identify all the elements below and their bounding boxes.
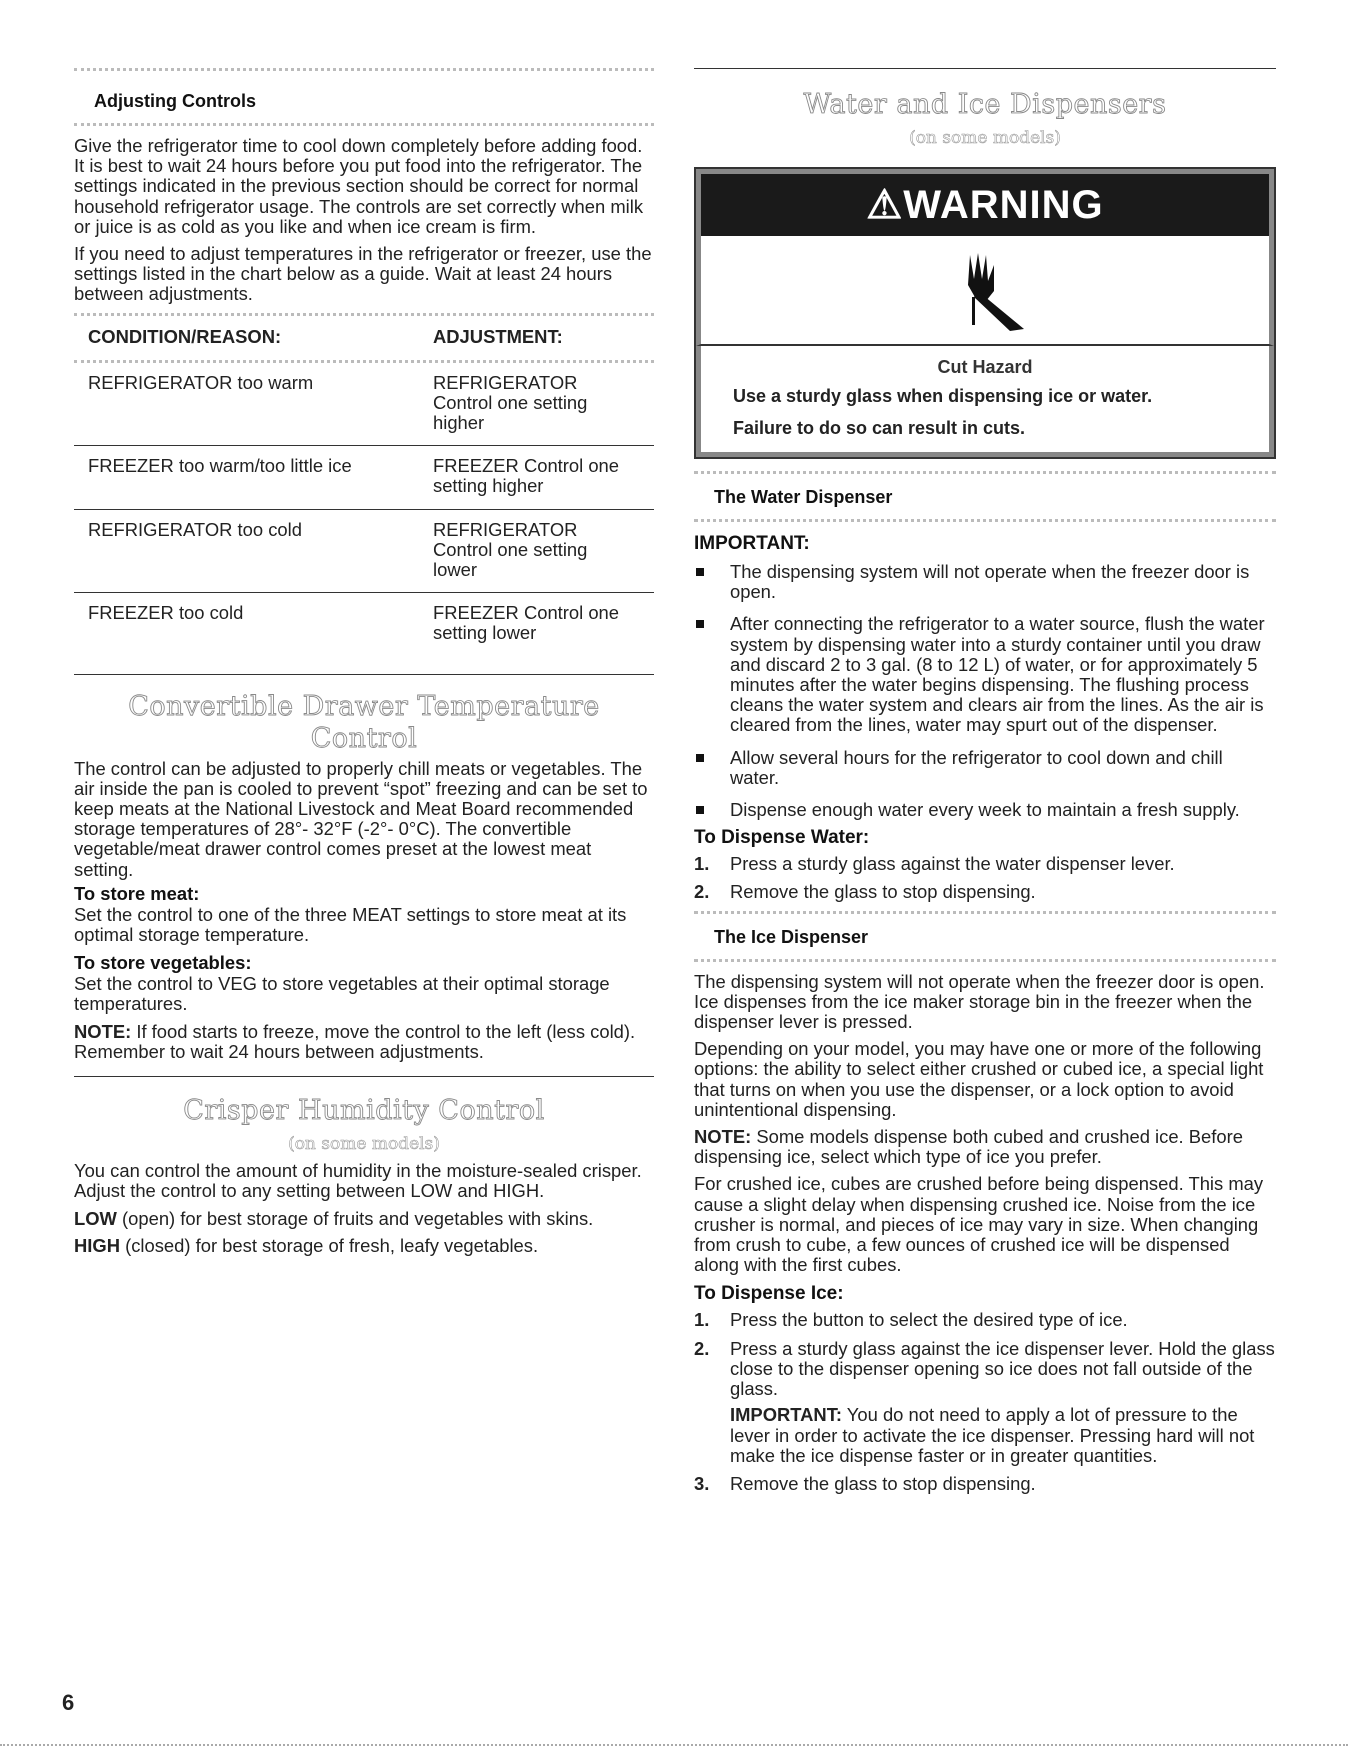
- list-item: The dispensing system will not operate when the freezer door is open.: [694, 562, 1276, 602]
- list-item: 1. Press a sturdy glass against the water dispenser lever.: [694, 853, 1175, 875]
- table-cell-adjustment: FREEZER Control one setting lower: [433, 602, 620, 644]
- adjustment-table: [74, 313, 654, 675]
- list-item: 2. Press a sturdy glass against the ice dispenser lever. Hold the glass close to the dispenser opening so ice does not fall outside of the glass. IMPORTANT: You do not need to apply a lot of pressure to the lever in order to activate the ice dispenser. Pressing hard will not make the ice dispense faster or in greater quantities.: [694, 1337, 1275, 1466]
- list-item: 3. Remove the glass to stop dispensing.: [694, 1472, 1036, 1494]
- warning-hazard-title: Cut Hazard: [937, 357, 1033, 377]
- warning-message: [696, 346, 1274, 457]
- adjusting-controls-heading: Adjusting Controls: [74, 68, 654, 126]
- table-header-condition: CONDITION/REASON:: [88, 325, 282, 347]
- warning-banner: [696, 169, 1274, 236]
- note-key: NOTE:: [694, 1126, 752, 1148]
- table-cell-adjustment: REFRIGERATOR Control one setting lower: [433, 518, 588, 581]
- step-text: Remove the glass to stop dispensing.: [730, 881, 1036, 903]
- important-text: You do not need to apply a lot of pressure to the lever in order to activate the ice dispenser. Pressing hard will not make the ice dispense faster or in greater quantities.: [730, 1404, 1255, 1466]
- table-cell-condition: REFRIGERATOR too cold: [88, 518, 302, 540]
- important-key: IMPORTANT:: [730, 1404, 843, 1426]
- crisper-low: [74, 1209, 654, 1229]
- step-text: Press a sturdy glass against the water dispenser lever.: [730, 853, 1175, 875]
- dispensers-section-title: Water and Ice Dispensers: [803, 89, 1167, 120]
- low-text: (open) for best storage of fruits and vegetables with skins.: [116, 1207, 594, 1229]
- ice-important-note: [730, 1405, 1276, 1466]
- note-key: NOTE:: [74, 1020, 132, 1042]
- list-item: 2. Remove the glass to stop dispensing.: [694, 881, 1036, 903]
- drawer-paragraph: The control can be adjusted to properly chill meats or vegetables. The air inside the pan is cooled to prevent “spot” freezing and can be set to keep meats at the National Livestock and Meat Board recommended storage temperatures of 28°- 32°F (-2°- 0°C). The convertible vegetable/meat drawer control comes preset at the lowest meat setting.: [74, 757, 648, 880]
- crisper-paragraph: You can control the amount of humidity in the moisture-sealed crisper. Adjust the control to any setting between LOW and HIGH.: [74, 1160, 642, 1202]
- step-text: Remove the glass to stop dispensing.: [730, 1472, 1036, 1494]
- crisper-section-title: Crisper Humidity Control: [183, 1095, 545, 1127]
- warning-line-1: Use a sturdy glass when dispensing ice or water.: [733, 386, 1153, 406]
- ice-paragraph-1: The dispensing system will not operate when the freezer door is open. Ice dispenses from the ice maker storage bin in the freezer when the dispenser lever is pressed.: [694, 970, 1265, 1033]
- table-row: [74, 363, 654, 447]
- table-header: [74, 313, 654, 363]
- low-key: LOW: [74, 1207, 117, 1229]
- list-item: Dispense enough water every week to maintain a fresh supply.: [694, 800, 1276, 820]
- dispense-water-label: To Dispense Water:: [694, 827, 870, 849]
- table-cell-condition: FREEZER too warm/too little ice: [88, 455, 352, 477]
- warning-triangle-icon: ⚠: [866, 183, 904, 227]
- table-cell-condition: FREEZER too cold: [88, 602, 244, 624]
- ice-paragraph-2: Depending on your model, you may have one or more of the following options: the ability to select either crushed or cubed ice, a special light that turns on when you use the dispenser, or a lock option to avoid unintentional dispensing.: [694, 1038, 1264, 1120]
- high-text: (closed) for best storage of fresh, leafy vegetables.: [119, 1234, 539, 1256]
- section-divider: [74, 1076, 654, 1077]
- left-column: [74, 68, 654, 1263]
- store-meat-label: To store meat:: [74, 882, 200, 904]
- note-text: If food starts to freeze, move the control to the left (less cold). Remember to wait 24 hours between adjustments.: [74, 1020, 636, 1062]
- high-key: HIGH: [74, 1234, 120, 1256]
- right-column: [694, 68, 1276, 1502]
- dispense-ice-label: To Dispense Ice:: [694, 1283, 844, 1305]
- water-steps: [694, 854, 1276, 902]
- list-item: Allow several hours for the refrigerator to cool down and chill water.: [694, 748, 1276, 788]
- ice-paragraph-3: For crushed ice, cubes are crushed before being dispensed. This may cause a slight delay when dispensing crushed ice. Noise from the ice crusher is normal, and pieces of ice may vary in size. When changing from crush to cube, a few ounces of crushed ice will be dispensed along with the first cubes.: [694, 1173, 1264, 1276]
- water-important-label: IMPORTANT:: [694, 533, 810, 554]
- drawer-section-title: Convertible Drawer Temperature Control: [128, 690, 600, 754]
- table-header-adjustment: ADJUSTMENT:: [433, 325, 563, 347]
- bottom-border: [0, 1744, 1348, 1746]
- list-item: After connecting the refrigerator to a water source, flush the water system by dispensing water into a sturdy container until you draw and discard 2 to 3 gal. (8 to 12 L) of water, or for approximately 5 minutes after the water begins dispensing. The flushing process cleans the water system and clears air from the lines. As the air is cleared from the lines, water may spurt out of the dispenser.: [694, 614, 1276, 735]
- drawer-note: [74, 1022, 654, 1062]
- store-vegetables-label: To store vegetables:: [74, 952, 252, 974]
- table-cell-condition: REFRIGERATOR too warm: [88, 371, 314, 393]
- ice-dispenser-heading: The Ice Dispenser: [694, 911, 1276, 962]
- crisper-high: [74, 1236, 654, 1256]
- page-number: 6: [62, 1690, 75, 1715]
- table-row: [74, 593, 654, 674]
- warning-banner-text: WARNING: [903, 183, 1104, 227]
- hand-cut-icon: [940, 245, 1030, 335]
- warning-line-2: Failure to do so can result in cuts.: [733, 418, 1026, 438]
- table-row: [74, 510, 654, 594]
- store-vegetables-text: Set the control to VEG to store vegetables at their optimal storage temperatures.: [74, 973, 610, 1015]
- note-text: Some models dispense both cubed and crushed ice. Before dispensing ice, select which type of ice you prefer.: [694, 1126, 1243, 1168]
- adjusting-paragraph-2: If you need to adjust temperatures in the refrigerator or freezer, use the settings listed in the chart below as a guide. Wait at least 24 hours between adjustments.: [74, 243, 652, 305]
- table-cell-adjustment: REFRIGERATOR Control one setting higher: [433, 371, 588, 434]
- adjusting-paragraph-1: Give the refrigerator time to cool down completely before adding food. It is best to wait 24 hours before you put food into the refrigerator. The settings indicated in the previous section should be correct for normal household refrigerator usage. The controls are set correctly when milk or juice is as cold as you like and when ice cream is firm.: [74, 135, 644, 237]
- step-text: Press a sturdy glass against the ice dispenser lever. Hold the glass close to the dispenser opening so ice does not fall outside of the glass.: [730, 1337, 1275, 1400]
- store-meat-text: Set the control to one of the three MEAT settings to store meat at its optimal storage temperature.: [74, 903, 627, 946]
- cut-hazard-pictogram: [696, 236, 1274, 346]
- table-cell-adjustment: FREEZER Control one setting higher: [433, 455, 620, 497]
- water-bullet-list: [694, 562, 1276, 820]
- ice-steps: [694, 1310, 1276, 1494]
- water-dispenser-heading: The Water Dispenser: [694, 471, 1276, 522]
- step-text: Press the button to select the desired type of ice.: [730, 1309, 1128, 1331]
- section-divider: [694, 68, 1276, 69]
- crisper-section-subtitle: (on some models): [288, 1134, 440, 1155]
- table-row: [74, 446, 654, 509]
- list-item: 1. Press the button to select the desired type of ice.: [694, 1309, 1128, 1331]
- warning-box: [694, 167, 1276, 459]
- dispensers-section-subtitle: (on some models): [909, 128, 1061, 148]
- ice-note: [694, 1127, 1276, 1167]
